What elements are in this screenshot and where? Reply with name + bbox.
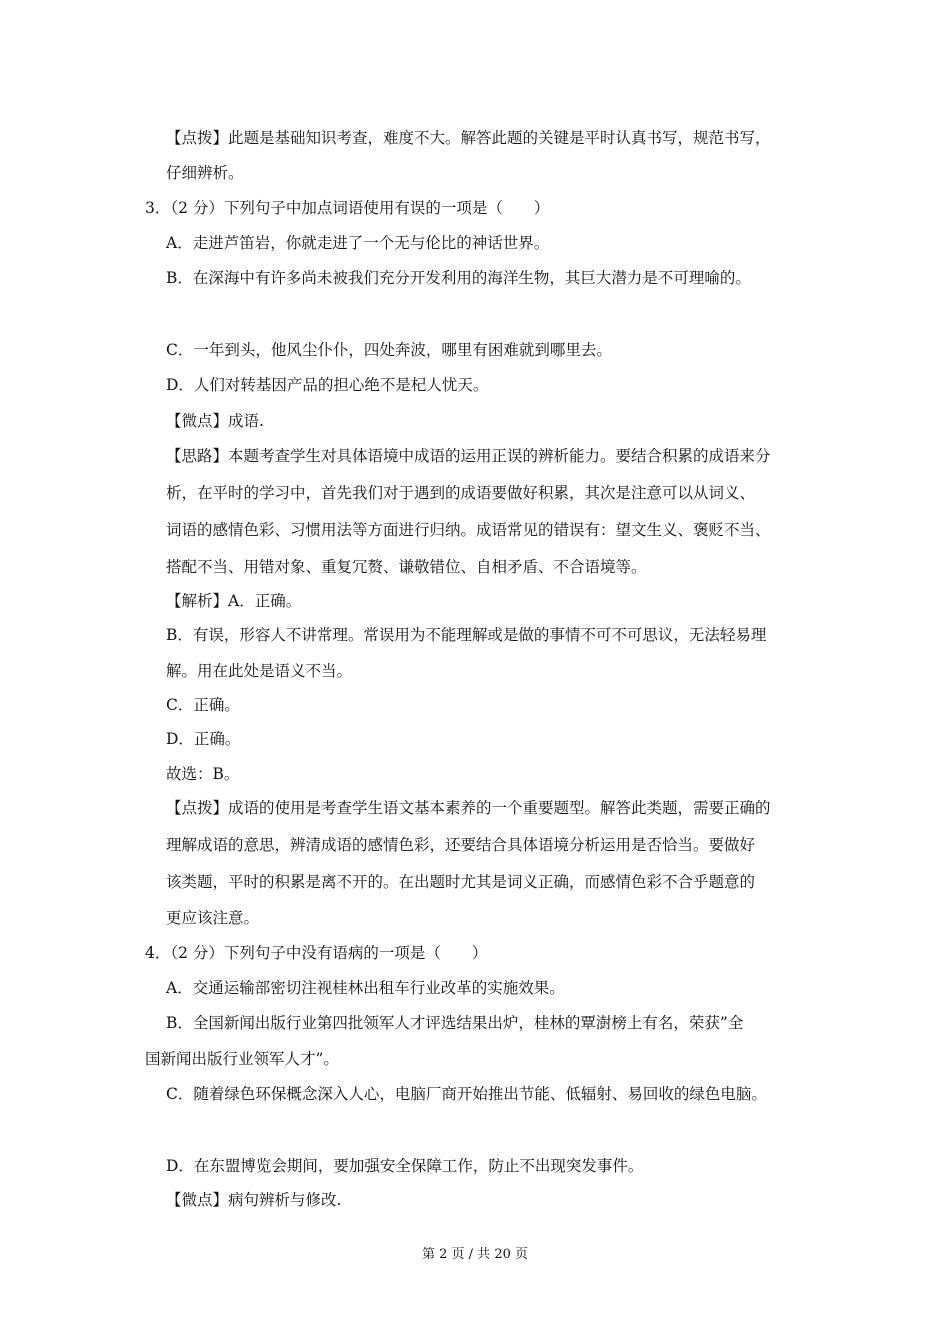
commentary-line: 【点拨】此题是基础知识考查，难度不大。解答此题的关键是平时认真书写，规范书写， — [166, 129, 771, 147]
knowledge-point: 【微点】病句辨析与修改. — [166, 1191, 342, 1209]
question-4-option-b: B．全国新闻出版行业第四批领军人才评选结果出炉，桂林的覃澍榜上有名，荣获”全 — [166, 1014, 744, 1032]
analysis-line: D．正确。 — [166, 730, 241, 748]
approach-line: 【思路】本题考查学生对具体语境中成语的运用正误的辨析能力。要结合积累的成语来分 — [166, 447, 771, 465]
question-4-option-a: A．交通运输部密切注视桂林出租车行业改革的实施效果。 — [166, 979, 565, 997]
analysis-line: C．正确。 — [166, 696, 240, 714]
analysis-line: B．有误，形容人不讲常理。常误用为不能理解或是做的事情不可不可思议，无法轻易理 — [166, 626, 767, 644]
commentary-line: 理解成语的意思，辨清成语的感情色彩，还要结合具体语境分析运用是否恰当。要做好 — [166, 836, 756, 854]
approach-line: 词语的感情色彩、习惯用法等方面进行归纳。成语常见的错误有：望文生义、褒贬不当、 — [166, 521, 771, 539]
question-4-option-d: D．在东盟博览会期间，要加强安全保障工作，防止不出现突发事件。 — [166, 1157, 644, 1175]
question-4-option-c: C．随着绿色环保概念深入人心，电脑厂商开始推出节能、低辐射、易回收的绿色电脑。 — [166, 1085, 767, 1103]
commentary-line: 【点拨】成语的使用是考查学生语文基本素养的一个重要题型。解答此类题，需要正确的 — [166, 799, 771, 817]
approach-line: 搭配不当、用错对象、重复冗赘、谦敬错位、自相矛盾、不合语境等。 — [166, 558, 647, 576]
question-3-option-d: D．人们对转基因产品的担心绝不是杞人忧天。 — [166, 376, 489, 394]
commentary-line: 更应该注意。 — [166, 909, 260, 927]
question-4-stem: 4．（2 分）下列句子中没有语病的一项是（ ） — [145, 944, 488, 962]
knowledge-point: 【微点】成语. — [166, 412, 264, 430]
page-footer: 第 2 页 / 共 20 页 — [422, 1247, 528, 1262]
answer-line: 故选：B。 — [166, 765, 240, 783]
approach-line: 析，在平时的学习中，首先我们对于遇到的成语要做好积累，其次是注意可以从词义、 — [166, 484, 756, 502]
question-3-option-a: A．走进芦笛岩，你就走进了一个无与伦比的神话世界。 — [166, 234, 550, 252]
commentary-line: 仔细辨析。 — [166, 164, 244, 182]
commentary-line: 该类题，平时的积累是离不开的。在出题时尤其是词义正确，而感情色彩不合乎题意的 — [166, 873, 756, 891]
analysis-line: 解。用在此处是语义不当。 — [166, 662, 353, 680]
question-3-option-b: B．在深海中有许多尚未被我们充分开发利用的海洋生物，其巨大潜力是不可理喻的。 — [166, 269, 751, 287]
question-3-option-c: C．一年到头，他风尘仆仆，四处奔波，哪里有困难就到哪里去。 — [166, 341, 612, 359]
question-4-option-b-cont: 国新闻出版行业领军人才”。 — [145, 1050, 339, 1068]
analysis-line: 【解析】A．正确。 — [166, 592, 302, 610]
question-3-stem: 3．（2 分）下列句子中加点词语使用有误的一项是（ ） — [145, 199, 550, 217]
